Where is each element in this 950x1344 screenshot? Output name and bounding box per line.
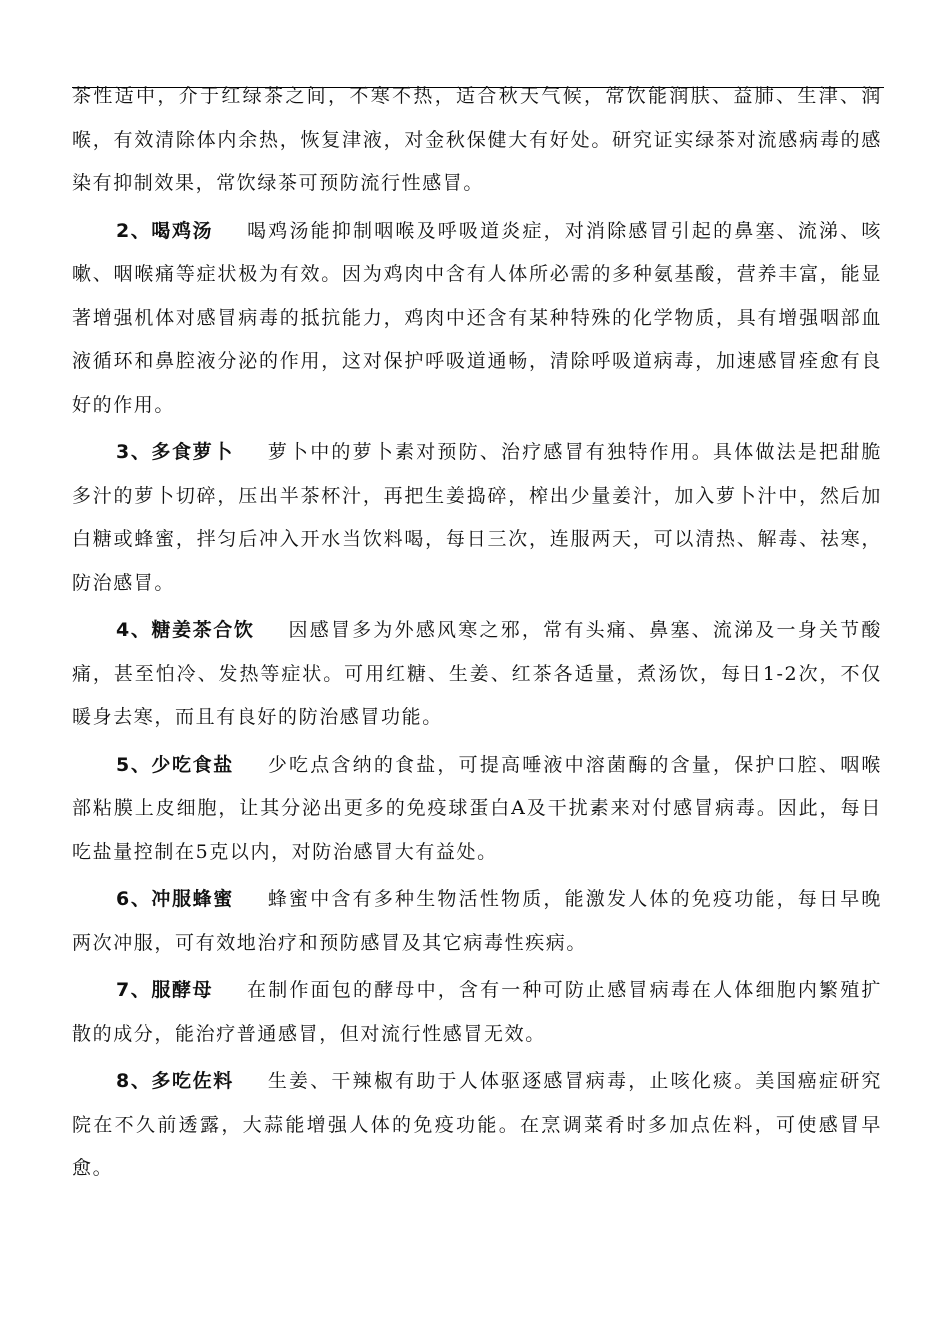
item-body-5: 少吃点含纳的食盐，可提高唾液中溶菌酶的含量，保护口腔、咽喉部粘膜上皮细胞，让其分泌出更多的免疫球蛋白A及干扰素来对付感冒病毒。因此，每日吃盐量控制在5克以内，对防治感冒大有益处。	[72, 753, 882, 863]
item-paragraph-7	[72, 969, 882, 1056]
item-heading-8: 8、多吃佐料	[116, 1070, 234, 1092]
item-body-7: 在制作面包的酵母中，含有一种可防止感冒病毒在人体细胞内繁殖扩散的成分，能治疗普通感冒，但对流行性感冒无效。	[72, 979, 882, 1045]
item-paragraph-2	[72, 210, 882, 428]
item-paragraph-3	[72, 431, 882, 605]
item-heading-2: 2、喝鸡汤	[116, 219, 214, 242]
document-page	[72, 75, 882, 1195]
item-heading-6: 6、冲服蜂蜜	[116, 888, 234, 910]
intro-paragraph: 茶性适中，介于红绿茶之间，不寒不热，适合秋天气候，常饮能润肤、益肺、生津、润喉，有效清除体内余热，恢复津液，对金秋保健大有好处。研究证实绿茶对流感病毒的感染有抑制效果，常饮绿茶可预防流行性感冒。	[72, 85, 882, 194]
item-paragraph-4	[72, 609, 882, 740]
item-paragraph-6	[72, 878, 882, 965]
item-body-4: 因感冒多为外感风寒之邪，常有头痛、鼻塞、流涕及一身关节酸痛，甚至怕冷、发热等症状。可用红糖、生姜、红茶各适量，煮汤饮，每日1-2次，不仅暖身去寒，而且有良好的防治感冒功能。	[72, 619, 882, 728]
item-body-2: 喝鸡汤能抑制咽喉及呼吸道炎症，对消除感冒引起的鼻塞、流涕、咳嗽、咽喉痛等症状极为有效。因为鸡肉中含有人体所必需的多种氨基酸，营养丰富，能显著增强机体对感冒病毒的抵抗能力，鸡肉中还含有某种特殊的化学物质，具有增强咽部血液循环和鼻腔液分泌的作用，这对保护呼吸道通畅，清除呼吸道病毒，加速感冒痊愈有良好的作用。	[72, 219, 882, 416]
item-heading-3: 3、多食萝卜	[116, 441, 234, 463]
item-body-6: 蜂蜜中含有多种生物活性物质，能激发人体的免疫功能，每日早晚两次冲服，可有效地治疗和预防感冒及其它病毒性疾病。	[72, 888, 882, 954]
item-heading-7: 7、服酵母	[116, 979, 214, 1001]
item-paragraph-8	[72, 1060, 882, 1191]
item-paragraph-5	[72, 744, 882, 875]
item-heading-4: 4、糖姜茶合饮	[116, 619, 255, 641]
item-body-3: 萝卜中的萝卜素对预防、治疗感冒有独特作用。具体做法是把甜脆多汁的萝卜切碎，压出半茶杯汁，再把生姜捣碎，榨出少量姜汁，加入萝卜汁中，然后加白糖或蜂蜜，拌匀后冲入开水当饮料喝，每日三次，连服两天，可以清热、解毒、祛寒，防治感冒。	[72, 441, 882, 594]
item-body-8: 生姜、干辣椒有助于人体驱逐感冒病毒，止咳化痰。美国癌症研究院在不久前透露，大蒜能增强人体的免疫功能。在烹调菜肴时多加点佐料，可使感冒早愈。	[72, 1070, 882, 1179]
item-heading-5: 5、少吃食盐	[116, 753, 234, 776]
